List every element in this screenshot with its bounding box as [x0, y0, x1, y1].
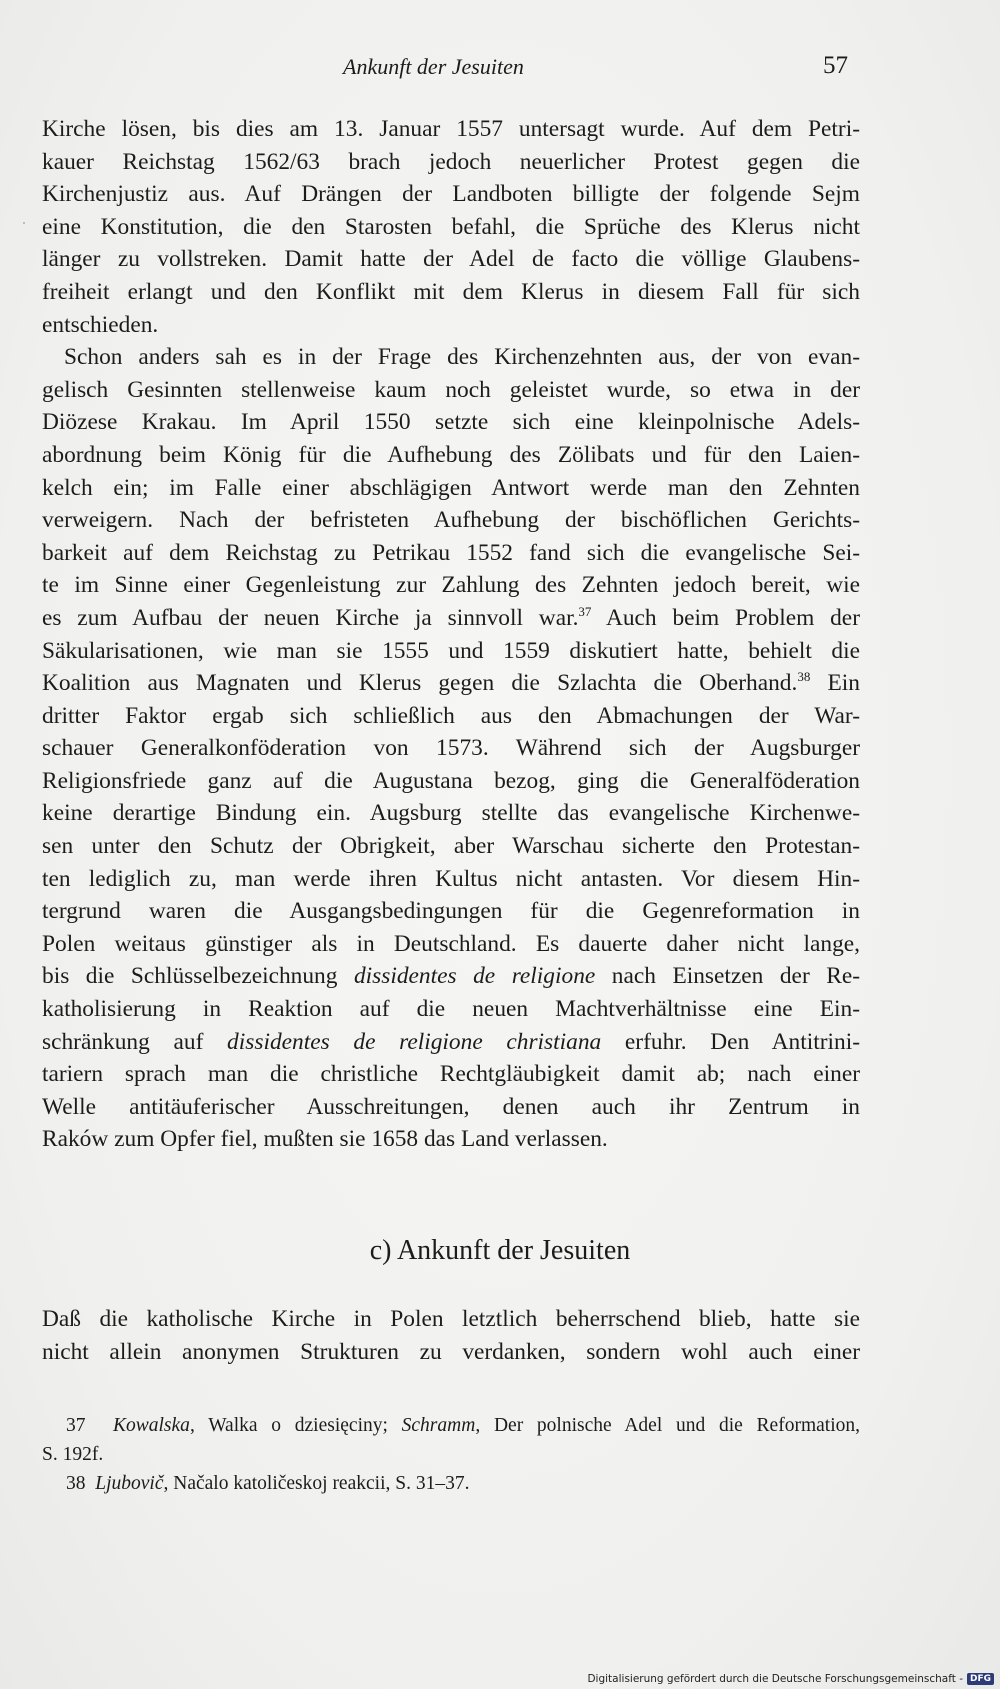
text-line: Raków zum Opfer fiel, mußten sie 1658 das Land verlassen. [42, 1126, 608, 1153]
text-run: bis die Schlüsselbezeichnung [42, 963, 354, 990]
footnote-ref-37[interactable]: 37 [578, 603, 592, 619]
footnote-ref-38[interactable]: 38 [797, 669, 811, 685]
section-heading: c) Ankunft der Jesuiten [369, 1235, 631, 1266]
footnote-37 [42, 1411, 860, 1440]
footnote-38 [42, 1469, 860, 1498]
footnote-author: Ljubovič [95, 1473, 164, 1494]
text-line: kauer Reichstag 1562/63 brach jedoch neuerlicher Protest gegen die [42, 148, 860, 175]
text-line: dritter Faktor ergab sich schließlich aus den Abmachungen der War- [42, 702, 860, 729]
text-run: erfuhr. Den Antitrini- [601, 1028, 861, 1055]
text-line: schauer Generalkonföderation von 1573. Während sich der Augsburger [42, 735, 860, 762]
italic-term: dissidentes de religione [353, 963, 596, 990]
footnote-number: 37 [66, 1415, 86, 1436]
text-line: te im Sinne einer Gegenleistung zur Zahlung des Zehnten jedoch bereit, wie [42, 572, 860, 599]
text-line: Diözese Krakau. Im April 1550 setzte sich eine kleinpolnische Adels- [42, 409, 860, 436]
running-title: Ankunft der Jesuiten [343, 54, 524, 79]
text-run: nach Einsetzen der Re- [595, 963, 861, 990]
footnote-text: , Walka o dziesięciny; [189, 1415, 402, 1436]
credit-text: Digitalisierung gefördert durch die Deutsche Forschungsgemeinschaft - [587, 1673, 963, 1685]
text-line: verweigern. Nach der befristeten Aufhebung der bischöflichen Gerichts- [42, 507, 860, 534]
footnote-text: , Načalo katoličeskoj reakcii, S. 31–37. [163, 1473, 470, 1494]
footnote-text: , Der polnische Adel und die Reformation, [475, 1415, 860, 1436]
text-line [42, 667, 860, 700]
text-line: Kirche lösen, bis dies am 13. Januar 1557 untersagt wurde. Auf dem Petri- [42, 116, 860, 142]
text-line: ten lediglich zu, man werde ihren Kultus nicht antasten. Vor diesem Hin- [42, 865, 860, 892]
text-line: Polen weitaus günstiger als in Deutschland. Es dauerte daher nicht lange, [42, 930, 860, 957]
text-line [42, 602, 860, 635]
footnote-37-continuation: S. 192f. [42, 1444, 104, 1465]
footnote-number: 38 [66, 1473, 86, 1494]
text-line [42, 960, 860, 993]
text-line: tariern sprach man die christliche Rechtgläubigkeit damit ab; nach einer [42, 1061, 860, 1088]
margin-speck [23, 222, 25, 224]
digitization-credit [587, 1673, 994, 1685]
running-header [0, 52, 1000, 82]
text-line: gelisch Gesinnten stellenweise kaum noch geleistet wurde, so etwa in der [42, 376, 860, 403]
footnote-author: Kowalska [113, 1415, 190, 1436]
text-line: Religionsfriede ganz auf die Augustana bezog, ging die Generalföderation [42, 767, 860, 794]
text-line: eine Konstitution, die den Starosten befahl, die Sprüche des Klerus nicht [42, 213, 860, 240]
text-run: Koalition aus Magnaten und Klerus gegen die Szlachta die Oberhand. [42, 670, 798, 697]
section-text [42, 1303, 860, 1368]
text-line: sen unter den Schutz der Obrigkeit, aber Warschau sicherte den Protestan- [42, 833, 860, 860]
text-line [42, 1026, 860, 1059]
text-line: länger zu vollstreken. Damit hatte der Adel de facto die völlige Glaubens- [42, 246, 860, 273]
text-line: barkeit auf dem Reichstag zu Petrikau 1552 fand sich die evangelische Sei- [42, 539, 860, 566]
text-line: entschieden. [42, 311, 159, 338]
footnotes [42, 1411, 860, 1498]
main-text [42, 113, 860, 1156]
page-number: 57 [823, 52, 848, 79]
italic-term: dissidentes de religione christiana [227, 1028, 602, 1055]
text-line: Säkularisationen, wie man sie 1555 und 1559 diskutiert hatte, behielt die [42, 637, 860, 664]
text-line: kelch ein; im Falle einer abschlägigen Antwort werde man den Zehnten [42, 474, 860, 501]
footnote-author: Schramm [401, 1415, 476, 1436]
text-line: tergrund waren die Ausgangsbedingungen für die Gegenreformation in [42, 898, 860, 925]
dfg-logo: DFG [967, 1673, 994, 1685]
text-line: Kirchenjustiz aus. Auf Drängen der Landboten billigte der folgende Sejm [42, 181, 860, 208]
text-run: Ein [810, 670, 860, 697]
text-line: Daß die katholische Kirche in Polen letztlich beherrschend blieb, hatte sie [42, 1306, 860, 1332]
text-line: keine derartige Bindung ein. Augsburg stellte das evangelische Kirchenwe- [42, 800, 860, 827]
text-run: es zum Aufbau der neuen Kirche ja sinnvoll war. [42, 604, 579, 631]
text-line: abordnung beim König für die Aufhebung des Zölibats und für den Laien- [42, 441, 860, 468]
text-line: freiheit erlangt und den Konflikt mit dem Klerus in diesem Fall für sich [42, 278, 860, 305]
text-run: Auch beim Problem der [591, 604, 860, 631]
text-line: nicht allein anonymen Strukturen zu verdanken, sondern wohl auch einer [42, 1338, 860, 1365]
text-line: katholisierung in Reaktion auf die neuen Machtverhältnisse eine Ein- [42, 996, 860, 1023]
text-run: schränkung auf [42, 1028, 228, 1055]
text-line: Schon anders sah es in der Frage des Kirchenzehnten aus, der von evan- [64, 344, 860, 371]
text-line: Welle antitäuferischer Ausschreitungen, denen auch ihr Zentrum in [42, 1093, 860, 1120]
